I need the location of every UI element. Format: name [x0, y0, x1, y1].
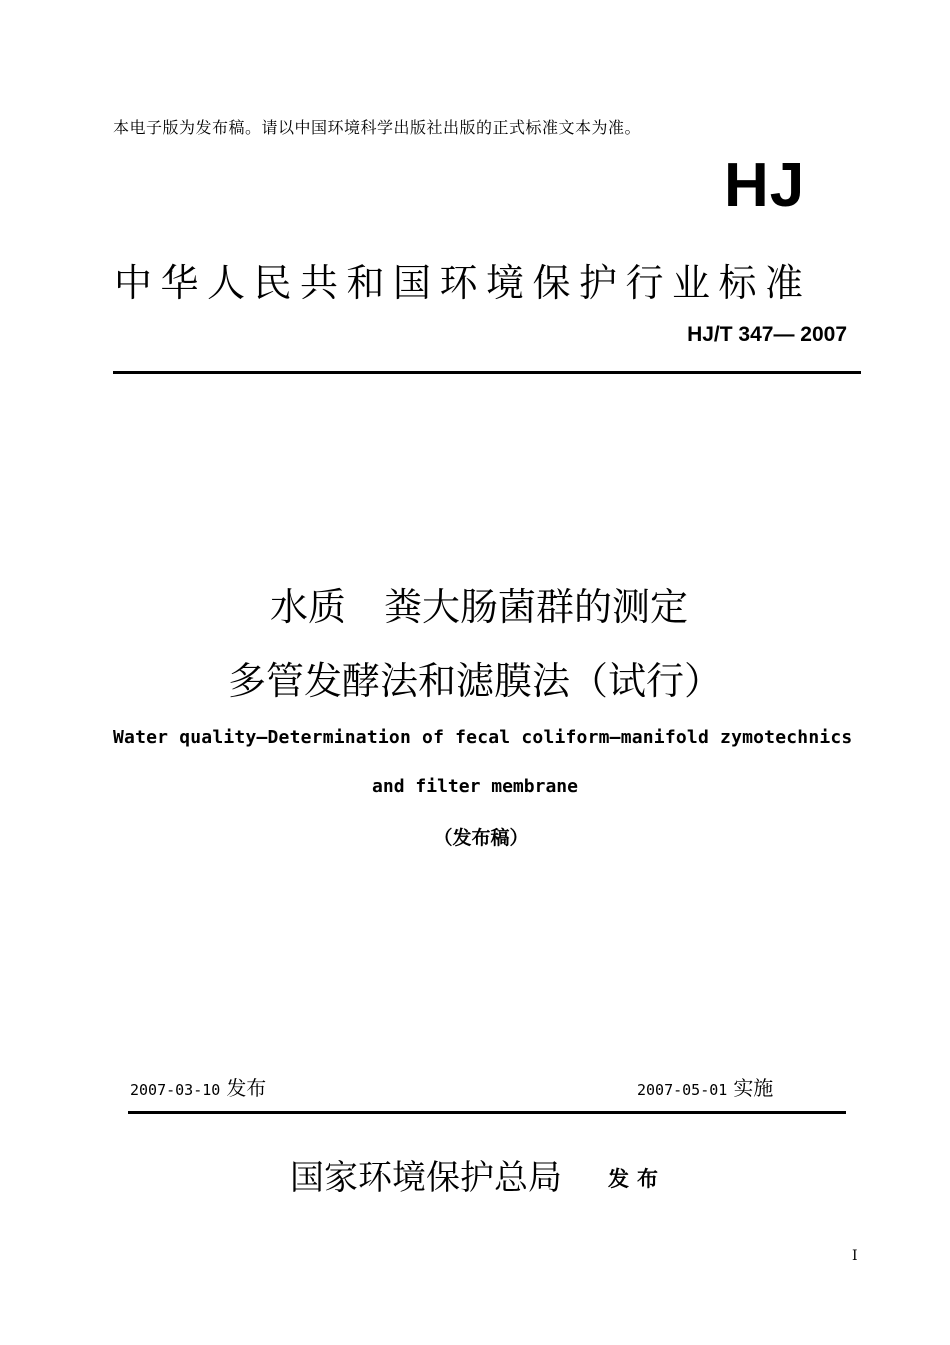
issue-date-block — [130, 1072, 266, 1101]
standard-category-title: 中华人民共和国环境保护行业标准 — [114, 261, 812, 305]
implementation-label: 实施 — [733, 1076, 774, 1100]
title-chinese-line-1 — [0, 576, 950, 631]
issue-label: 发布 — [226, 1076, 267, 1100]
title-chinese-prefix: 水质 — [269, 585, 346, 629]
title-english-line-1: Water quality—Determination of fecal coliform—manifold zymotechnics — [113, 727, 853, 748]
draft-label: （发布稿） — [433, 827, 529, 849]
bottom-divider — [128, 1111, 846, 1114]
implementation-date: 2007-05-01 — [637, 1081, 728, 1099]
top-divider — [113, 371, 861, 374]
release-notice: 本电子版为发布稿。请以中国环境科学出版社出版的正式标准文本为准。 — [113, 118, 642, 137]
title-chinese-line-2: 多管发酵法和滤膜法（试行） — [227, 659, 722, 703]
title-chinese-subject: 粪大肠菌群的测定 — [384, 585, 689, 629]
issue-date: 2007-03-10 — [130, 1081, 221, 1099]
publish-label: 发布 — [608, 1167, 666, 1191]
title-english-line-2: and filter membrane — [372, 776, 578, 797]
hj-logo: HJ — [724, 151, 806, 220]
publisher-name: 国家环境保护总局 — [290, 1158, 562, 1198]
standard-number: HJ/T 347— 2007 — [687, 323, 847, 346]
implementation-date-block — [637, 1072, 773, 1101]
page-number: I — [852, 1248, 858, 1264]
